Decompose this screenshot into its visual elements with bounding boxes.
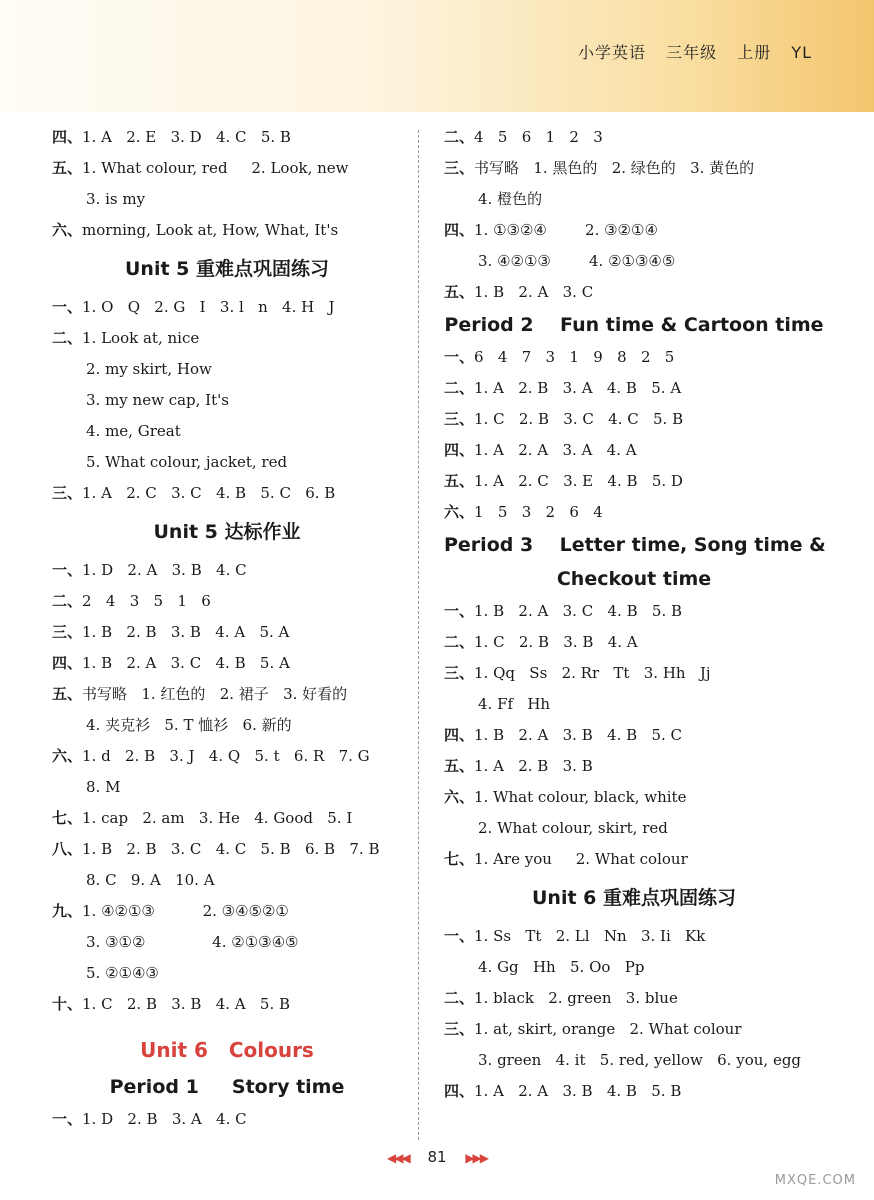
answer-text: 1. O Q 2. G I 3. l n 4. H J — [82, 298, 335, 316]
period-heading: Period 1 Story time — [109, 1076, 345, 1098]
question-number: 九、 — [52, 902, 83, 920]
header-edition: YL — [791, 43, 812, 62]
question-number: 十、 — [52, 995, 83, 1013]
answer-line — [444, 983, 824, 1014]
answer-line — [52, 586, 402, 617]
answer-text: 3. green 4. it 5. red, yellow 6. you, egg — [478, 1051, 802, 1069]
answer-line — [444, 1014, 824, 1045]
answer-text: 1. A 2. A 3. B 4. B 5. B — [474, 1082, 682, 1100]
question-number: 三、 — [52, 623, 83, 641]
question-number: 一、 — [52, 298, 83, 316]
answer-text: morning, Look at, How, What, It's — [82, 221, 339, 239]
answer-line — [52, 741, 402, 772]
answer-line — [444, 596, 824, 627]
answer-line — [444, 844, 824, 875]
answer-text: 1. Ss Tt 2. Ll Nn 3. Ii Kk — [474, 927, 706, 945]
answer-line — [444, 1045, 824, 1076]
question-number: 四、 — [444, 726, 475, 744]
answer-text: 4. 夹克衫 5. T 恤衫 6. 新的 — [86, 716, 292, 734]
answer-text: 1. black 2. green 3. blue — [474, 989, 678, 1007]
answer-text: 2. What colour, skirt, red — [478, 819, 668, 837]
answer-line — [444, 921, 824, 952]
question-number: 二、 — [444, 379, 475, 397]
running-header — [564, 40, 812, 63]
answer-line — [444, 153, 824, 184]
question-number: 四、 — [444, 1082, 475, 1100]
question-number: 五、 — [444, 757, 475, 775]
answer-text: 1. at, skirt, orange 2. What colour — [474, 1020, 742, 1038]
question-number: 二、 — [52, 592, 83, 610]
answer-text: 1. What colour, red 2. Look, new — [82, 159, 349, 177]
answer-line — [52, 447, 402, 478]
question-number: 三、 — [52, 484, 83, 502]
question-number: 二、 — [444, 633, 475, 651]
answer-line — [52, 153, 402, 184]
answer-line — [52, 416, 402, 447]
answer-line — [444, 1076, 824, 1107]
question-number: 六、 — [444, 788, 475, 806]
header-grade: 三年级 — [666, 43, 718, 62]
answer-line — [444, 435, 824, 466]
question-number: 六、 — [52, 221, 83, 239]
answer-text: 4. Ff Hh — [478, 695, 551, 713]
answer-text: 8. C 9. A 10. A — [86, 871, 215, 889]
answer-text: 1. D 2. A 3. B 4. C — [82, 561, 247, 579]
answer-line — [52, 478, 402, 509]
question-number: 五、 — [52, 159, 83, 177]
answer-line — [52, 710, 402, 741]
question-number: 五、 — [52, 685, 83, 703]
question-number: 四、 — [52, 654, 83, 672]
question-number: 五、 — [444, 472, 475, 490]
question-number: 二、 — [52, 329, 83, 347]
answer-text: 2 4 3 5 1 6 — [82, 592, 211, 610]
question-number: 二、 — [444, 128, 475, 146]
answer-text: 1. A 2. C 3. E 4. B 5. D — [474, 472, 683, 490]
answer-line — [52, 772, 402, 803]
answer-line — [52, 927, 402, 958]
answer-line — [444, 122, 824, 153]
question-number: 六、 — [444, 503, 475, 521]
answer-line — [444, 246, 824, 277]
answer-text: 5. ②①④③ — [86, 964, 159, 982]
answer-text: 4. me, Great — [86, 422, 181, 440]
answer-line — [444, 215, 824, 246]
answer-text: 1. A 2. C 3. C 4. B 5. C 6. B — [82, 484, 336, 502]
answer-line — [444, 813, 824, 844]
answer-line — [52, 989, 402, 1020]
section-heading: Unit 5 重难点巩固练习 — [125, 258, 329, 280]
answer-line — [52, 834, 402, 865]
answer-text: 1. cap 2. am 3. He 4. Good 5. I — [82, 809, 353, 827]
answer-line — [444, 277, 824, 308]
section-heading: Unit 6 重难点巩固练习 — [532, 887, 736, 909]
question-number: 一、 — [444, 348, 475, 366]
question-number: 一、 — [444, 927, 475, 945]
period-heading: Period 3 Letter time, Song time & — [444, 534, 826, 556]
answer-text: 1. Qq Ss 2. Rr Tt 3. Hh Jj — [474, 664, 711, 682]
right-column — [444, 122, 824, 1107]
answer-text: 5. What colour, jacket, red — [86, 453, 288, 471]
answer-line — [52, 958, 402, 989]
question-number: 一、 — [52, 561, 83, 579]
answer-text: 1. Are you 2. What colour — [474, 850, 688, 868]
answer-text: 1. A 2. A 3. A 4. A — [474, 441, 637, 459]
column-divider — [418, 130, 419, 1140]
answer-text: 1. Look at, nice — [82, 329, 200, 347]
answer-line — [444, 497, 824, 528]
header-volume: 上册 — [737, 43, 772, 62]
answer-text: 书写略 1. 黑色的 2. 绿色的 3. 黄色的 — [474, 159, 755, 177]
answer-text: 1. C 2. B 3. C 4. C 5. B — [474, 410, 684, 428]
section-heading: Unit 5 达标作业 — [153, 521, 301, 543]
question-number: 三、 — [444, 664, 475, 682]
answer-line — [444, 373, 824, 404]
answer-text: 1. B 2. A 3. C 4. B 5. B — [474, 602, 683, 620]
answer-text: 1. d 2. B 3. J 4. Q 5. t 6. R 7. G — [82, 747, 370, 765]
answer-text: 4. Gg Hh 5. Oo Pp — [478, 958, 645, 976]
answer-text: 1. A 2. B 3. B — [474, 757, 593, 775]
answer-line — [52, 323, 402, 354]
answer-text: 8. M — [86, 778, 121, 796]
answer-line — [52, 555, 402, 586]
answer-text: 1. B 2. B 3. B 4. A 5. A — [82, 623, 290, 641]
question-number: 二、 — [444, 989, 475, 1007]
answer-line — [52, 354, 402, 385]
answer-line — [444, 404, 824, 435]
question-number: 七、 — [444, 850, 475, 868]
answer-line — [444, 952, 824, 983]
question-number: 三、 — [444, 1020, 475, 1038]
answer-line — [52, 1104, 402, 1135]
answer-line — [52, 184, 402, 215]
watermark — [764, 1132, 856, 1188]
watermark-text: MXQE.COM — [774, 1173, 856, 1188]
answer-line — [52, 679, 402, 710]
answer-text: 3. ③①② 4. ②①③④⑤ — [86, 933, 299, 951]
answer-text: 1. B 2. A 3. C 4. B 5. A — [82, 654, 290, 672]
question-number: 四、 — [444, 221, 475, 239]
answer-line — [52, 122, 402, 153]
answer-line — [444, 184, 824, 215]
page-footer — [0, 1148, 874, 1166]
answer-text: 1. B 2. A 3. C — [474, 283, 594, 301]
answer-text: 1. B 2. A 3. B 4. B 5. C — [474, 726, 683, 744]
answer-text: 3. my new cap, It's — [86, 391, 229, 409]
answer-text: 1. C 2. B 3. B 4. A 5. B — [82, 995, 291, 1013]
answer-line — [52, 865, 402, 896]
answer-line — [52, 385, 402, 416]
answer-line — [52, 896, 402, 927]
page-number: 81 — [427, 1148, 447, 1166]
unit-title: Unit 6 Colours — [140, 1038, 314, 1062]
answer-line — [52, 648, 402, 679]
period-heading: Period 2 Fun time & Cartoon time — [444, 314, 824, 336]
answer-line — [444, 627, 824, 658]
answer-text: 1. ①③②④ 2. ③②①④ — [474, 221, 658, 239]
answer-line — [444, 658, 824, 689]
answer-text: 4 5 6 1 2 3 — [474, 128, 603, 146]
question-number: 五、 — [444, 283, 475, 301]
answer-text: 3. ④②①③ 4. ②①③④⑤ — [478, 252, 676, 270]
answer-line — [52, 617, 402, 648]
question-number: 四、 — [52, 128, 83, 146]
answer-text: 1. What colour, black, white — [474, 788, 687, 806]
answer-text: 1 5 3 2 6 4 — [474, 503, 603, 521]
period-heading: Checkout time — [556, 568, 712, 590]
question-number: 四、 — [444, 441, 475, 459]
question-number: 六、 — [52, 747, 83, 765]
answer-text: 1. A 2. E 3. D 4. C 5. B — [82, 128, 291, 146]
question-number: 一、 — [52, 1110, 83, 1128]
answer-text: 1. B 2. B 3. C 4. C 5. B 6. B 7. B — [82, 840, 380, 858]
answer-line — [444, 720, 824, 751]
answer-text: 1. C 2. B 3. B 4. A — [474, 633, 638, 651]
answer-line — [444, 782, 824, 813]
answer-line — [444, 342, 824, 373]
question-number: 三、 — [444, 410, 475, 428]
answer-line — [444, 689, 824, 720]
question-number: 一、 — [444, 602, 475, 620]
question-number: 三、 — [444, 159, 475, 177]
arrow-right-icon: ▶▶▶ — [465, 1151, 488, 1165]
answer-text: 6 4 7 3 1 9 8 2 5 — [474, 348, 675, 366]
answer-line — [52, 292, 402, 323]
answer-line — [52, 803, 402, 834]
answer-text: 2. my skirt, How — [86, 360, 212, 378]
answer-text: 1. A 2. B 3. A 4. B 5. A — [474, 379, 682, 397]
answer-line — [444, 751, 824, 782]
answer-text: 书写略 1. 红色的 2. 裙子 3. 好看的 — [82, 685, 348, 703]
question-number: 七、 — [52, 809, 83, 827]
answer-text: 1. ④②①③ 2. ③④⑤②① — [82, 902, 289, 920]
arrow-left-icon: ◀◀◀ — [386, 1151, 409, 1165]
left-column — [52, 122, 402, 1135]
answer-text: 1. D 2. B 3. A 4. C — [82, 1110, 247, 1128]
answer-text: 4. 橙色的 — [478, 190, 543, 208]
question-number: 八、 — [52, 840, 83, 858]
answer-line — [52, 215, 402, 246]
answer-line — [444, 466, 824, 497]
answer-text: 3. is my — [86, 190, 146, 208]
header-subject: 小学英语 — [577, 43, 646, 62]
